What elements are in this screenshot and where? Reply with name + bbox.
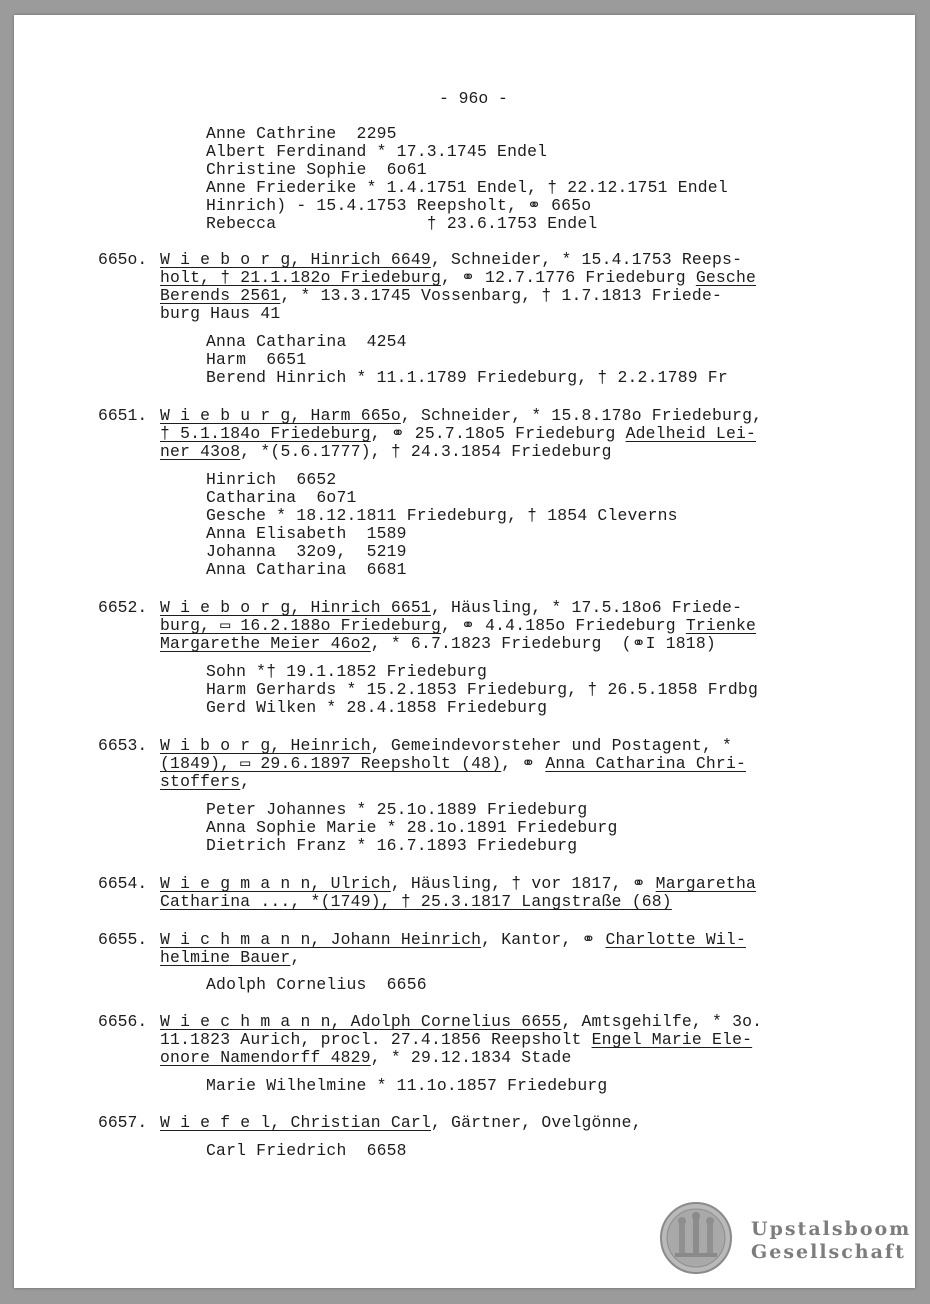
- text-line: Anne Cathrine 2295: [206, 124, 397, 143]
- entry-text: ,: [240, 772, 251, 791]
- entry-line: burg Haus 41: [160, 304, 281, 323]
- entry-line: [160, 251, 742, 269]
- entry-line: [160, 425, 756, 443]
- child-line: Harm 6651: [206, 350, 307, 369]
- entry-line: [160, 599, 742, 617]
- child-line: Dietrich Franz * 16.7.1893 Friedeburg: [206, 836, 578, 855]
- text-line: Anne Friederike * 1.4.1751 Endel, † 22.12.1751 Endel: [206, 178, 728, 197]
- person-name: W i e f e l, Christian Carl: [160, 1113, 431, 1132]
- entry-text: , ⚭ 12.7.1776 Friedeburg: [441, 268, 696, 287]
- entry-line: [160, 269, 756, 287]
- spouse-name: Charlotte Wil-: [605, 930, 747, 949]
- spouse-name: Catharina ..., *(1749), † 25.3.1817 Langstraße (68): [160, 892, 672, 911]
- document-page: [14, 15, 915, 1288]
- entry-line: [160, 931, 746, 949]
- person-name: W i e g m a n n, Ulrich: [160, 874, 391, 893]
- entry-line: [160, 893, 672, 911]
- entry-text: burg, ▭ 16.2.188o Friedeburg: [160, 616, 442, 635]
- entry-text: , ⚭ 25.7.18o5 Friedeburg: [370, 424, 626, 443]
- person-name: W i e c h m a n n, Adolph Cornelius 6655: [160, 1012, 562, 1031]
- entry-line: [160, 1049, 572, 1067]
- seal-icon: [659, 1201, 733, 1275]
- child-line: Hinrich 6652: [206, 470, 337, 489]
- entry-line: [160, 755, 746, 773]
- entry-text: , Häusling, * 17.5.18o6 Friede-: [430, 598, 743, 617]
- entry-text: , Gärtner, Ovelgönne,: [430, 1113, 642, 1132]
- child-line: Sohn *† 19.1.1852 Friedeburg: [206, 662, 488, 681]
- entry-text: , ⚭ 4.4.185o Friedeburg: [441, 616, 686, 635]
- entry-text: ,: [290, 948, 301, 967]
- entry-text: , * 13.3.1745 Vossenbarg, † 1.7.1813 Friede-: [280, 286, 723, 305]
- spouse-name: Engel Marie Ele-: [591, 1030, 753, 1049]
- person-name: W i e b o r g, Hinrich 6651: [160, 598, 431, 617]
- entry-line: [160, 1114, 642, 1132]
- entry-text: , Kantor, ⚭: [481, 930, 606, 949]
- entry-number: 6657.: [98, 1113, 148, 1132]
- entry-line: [160, 407, 762, 425]
- spouse-name: Adelheid Lei-: [625, 424, 757, 443]
- entry-text: , Amtsgehilfe, * 3o.: [561, 1012, 763, 1031]
- entry-text: † 5.1.184o Friedeburg: [160, 424, 371, 443]
- child-line: Anna Catharina 6681: [206, 560, 407, 579]
- spouse-name: helmine Bauer: [160, 948, 291, 967]
- spouse-name: stoffers: [160, 772, 241, 791]
- entry-line: [160, 635, 716, 653]
- spouse-name: Berends 2561: [160, 286, 281, 305]
- entry-number: 6652.: [98, 598, 148, 617]
- person-name: W i e b u r g, Harm 665o: [160, 406, 401, 425]
- person-name: W i c h m a n n, Johann Heinrich: [160, 930, 482, 949]
- entry-line: [160, 617, 756, 635]
- spouse-name: Gesche: [695, 268, 757, 287]
- text-line: Christine Sophie 6o61: [206, 160, 427, 179]
- entry-line: [160, 737, 732, 755]
- child-line: Marie Wilhelmine * 11.1o.1857 Friedeburg: [206, 1076, 608, 1095]
- child-line: Carl Friedrich 6658: [206, 1141, 407, 1160]
- entry-number: 6656.: [98, 1012, 148, 1031]
- spouse-name: Margarethe Meier 46o2: [160, 634, 371, 653]
- brand-line-1: Upstalsboom: [751, 1218, 912, 1240]
- entry-line: [160, 443, 612, 461]
- page-number: - 96o -: [439, 89, 508, 108]
- text-line: Rebecca † 23.6.1753 Endel: [206, 214, 598, 233]
- entry-text: , *(5.6.1777), † 24.3.1854 Friedeburg: [240, 442, 612, 461]
- spouse-name: ner 43o8: [160, 442, 241, 461]
- entry-number: 6653.: [98, 736, 148, 755]
- child-line: Gerd Wilken * 28.4.1858 Friedeburg: [206, 698, 548, 717]
- child-line: Harm Gerhards * 15.2.1853 Friedeburg, † 26.5.1858 Frdbg: [206, 680, 758, 699]
- spouse-name: onore Namendorff 4829: [160, 1048, 371, 1067]
- entry-text: , ⚭: [501, 754, 546, 773]
- child-line: Peter Johannes * 25.1o.1889 Friedeburg: [206, 800, 588, 819]
- entry-line: [160, 875, 756, 893]
- entry-text: holt, † 21.1.182o Friedeburg: [160, 268, 442, 287]
- child-line: Anna Catharina 4254: [206, 332, 407, 351]
- entry-text: , Schneider, * 15.4.1753 Reeps-: [430, 250, 743, 269]
- child-line: Adolph Cornelius 6656: [206, 975, 427, 994]
- brand-line-2: Gesellschaft: [751, 1241, 906, 1263]
- spouse-name: Trienke: [685, 616, 757, 635]
- entry-text: , Gemeindevorsteher und Postagent, *: [370, 736, 733, 755]
- child-line: Catharina 6o71: [206, 488, 357, 507]
- spouse-name: Anna Catharina Chri-: [545, 754, 747, 773]
- entry-text: , * 6.7.1823 Friedeburg (⚭I 1818): [370, 634, 716, 653]
- child-line: Gesche * 18.12.1811 Friedeburg, † 1854 Cleverns: [206, 506, 678, 525]
- child-line: Johanna 32o9, 5219: [206, 542, 407, 561]
- entry-text: , * 29.12.1834 Stade: [370, 1048, 572, 1067]
- entry-number: 6654.: [98, 874, 148, 893]
- entry-line: [160, 773, 250, 791]
- spouse-name: Margaretha: [655, 874, 757, 893]
- entry-number: 665o.: [98, 250, 148, 269]
- entry-line: [160, 1031, 752, 1049]
- entry-number: 6655.: [98, 930, 148, 949]
- entry-text: , Schneider, * 15.8.178o Friedeburg,: [400, 406, 763, 425]
- entry-text: (1849), ▭ 29.6.1897 Reepsholt (48): [160, 754, 502, 773]
- entry-text: , Häusling, † vor 1817, ⚭: [390, 874, 656, 893]
- entry-line: [160, 1013, 762, 1031]
- child-line: Anna Sophie Marie * 28.1o.1891 Friedeburg: [206, 818, 618, 837]
- child-line: Anna Elisabeth 1589: [206, 524, 407, 543]
- child-line: Berend Hinrich * 11.1.1789 Friedeburg, † 2.2.1789 Fr: [206, 368, 728, 387]
- entry-text: 11.1823 Aurich, procl. 27.4.1856 Reepsholt: [160, 1030, 592, 1049]
- entry-number: 6651.: [98, 406, 148, 425]
- person-name: W i e b o r g, Hinrich 6649: [160, 250, 431, 269]
- brand-logo-text: [751, 1218, 911, 1264]
- text-line: Albert Ferdinand * 17.3.1745 Endel: [206, 142, 548, 161]
- person-name: W i b o r g, Heinrich: [160, 736, 371, 755]
- text-line: Hinrich) - 15.4.1753 Reepsholt, ⚭ 665o: [206, 196, 592, 215]
- entry-line: [160, 949, 301, 967]
- entry-line: [160, 287, 722, 305]
